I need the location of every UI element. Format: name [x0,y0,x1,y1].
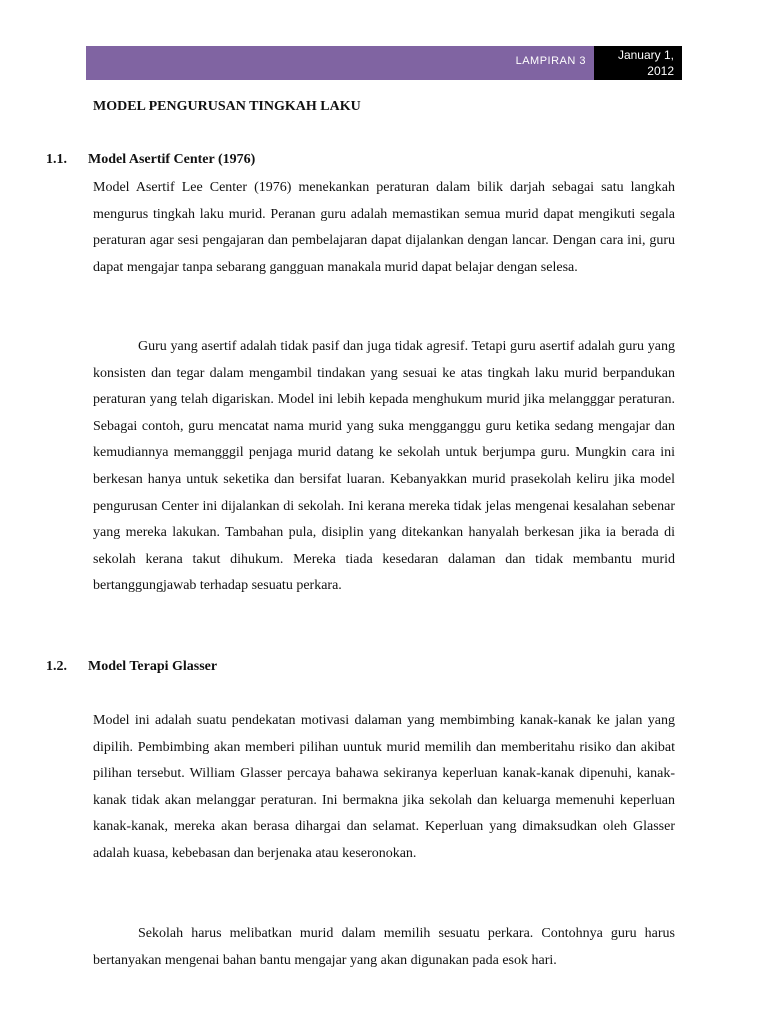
section-title: Model Terapi Glasser [88,659,218,674]
paragraph: Guru yang asertif adalah tidak pasif dan juga tidak agresif. Tetapi guru asertif adalah guru yang konsisten dan tegar dalam mengambil tindakan yang sesuai ke atas tingkah laku murid berpandukan peraturan yang telah digariskan. Model ini lebih kepada menghukum murid jika melangggar peraturan. Sebagai contoh, guru mencatat nama murid yang suka mengganggu guru ketika sedang mengajar dan kemudiannya memangggil penjaga murid datang ke sekolah untuk berjumpa guru. Mungkin cara ini berkesan hanya untuk seketika dan bersifat luaran. Kebanyakkan murid prasekolah keliru jika model pengurusan Center ini dijalankan di sekolah. Ini kerana mereka tidak jelas mengenai kesalahan sebenar yang mereka lakukan. Tambahan pula, disiplin yang ditekankan hanyalah berkesan jika ia berada di sekolah kerana takut dihukum. Mereka tiada kesedaran dalaman dan tidak membantu murid bertanggungjawab terhadap sesuatu perkara. [93,339,675,594]
section-heading-1-2 [46,659,217,675]
header-date [594,46,682,80]
paragraph: Sekolah harus melibatkan murid dalam memilih sesuatu perkara. Contohnya guru harus bertanyakan mengenai bahan bantu mengajar yang akan digunakan pada esok hari. [93,926,675,968]
section-number: 1.2. [46,659,67,674]
section-title: Model Asertif Center (1976) [88,152,256,167]
document-title: MODEL PENGURUSAN TINGKAH LAKU [93,99,361,114]
paragraph: Model ini adalah suatu pendekatan motivasi dalaman yang membimbing kanak-kanak ke jalan yang dipilih. Pembimbing akan memberi pilihan uuntuk murid memilih dan memberitahu risiko dan akibat pilihan tersebut. William Glasser percaya bahawa sekiranya keperluan kanak-kanak dipenuhi, kanak-kanak tidak akan melanggar peraturan. Ini bermakna jika sekolah dan keluarga memenuhi keperluan kanak-kanak, mereka akan berasa dihargai dan selamat. Keperluan yang dimaksudkan oleh Glasser adalah kuasa, kebebasan dan berjenaka atau keseronokan. [93,713,675,861]
header-band [86,46,594,80]
header-label: LAMPIRAN 3 [515,55,586,67]
header-date-line2: 2012 [647,64,674,78]
paragraph: Model Asertif Lee Center (1976) menekankan peraturan dalam bilik darjah sebagai satu langkah mengurus tingkah laku murid. Peranan guru adalah memastikan semua murid dapat mengikuti segala peraturan agar sesi pengajaran dan pembelajaran dapat dijalankan dengan lancar. Dengan cara ini, guru dapat mengajar tanpa sebarang gangguan manakala murid dapat belajar dengan selesa. [93,180,675,275]
section-heading-1-1 [46,152,255,168]
section-number: 1.1. [46,152,67,167]
header-date-line1: January 1, [617,48,674,62]
